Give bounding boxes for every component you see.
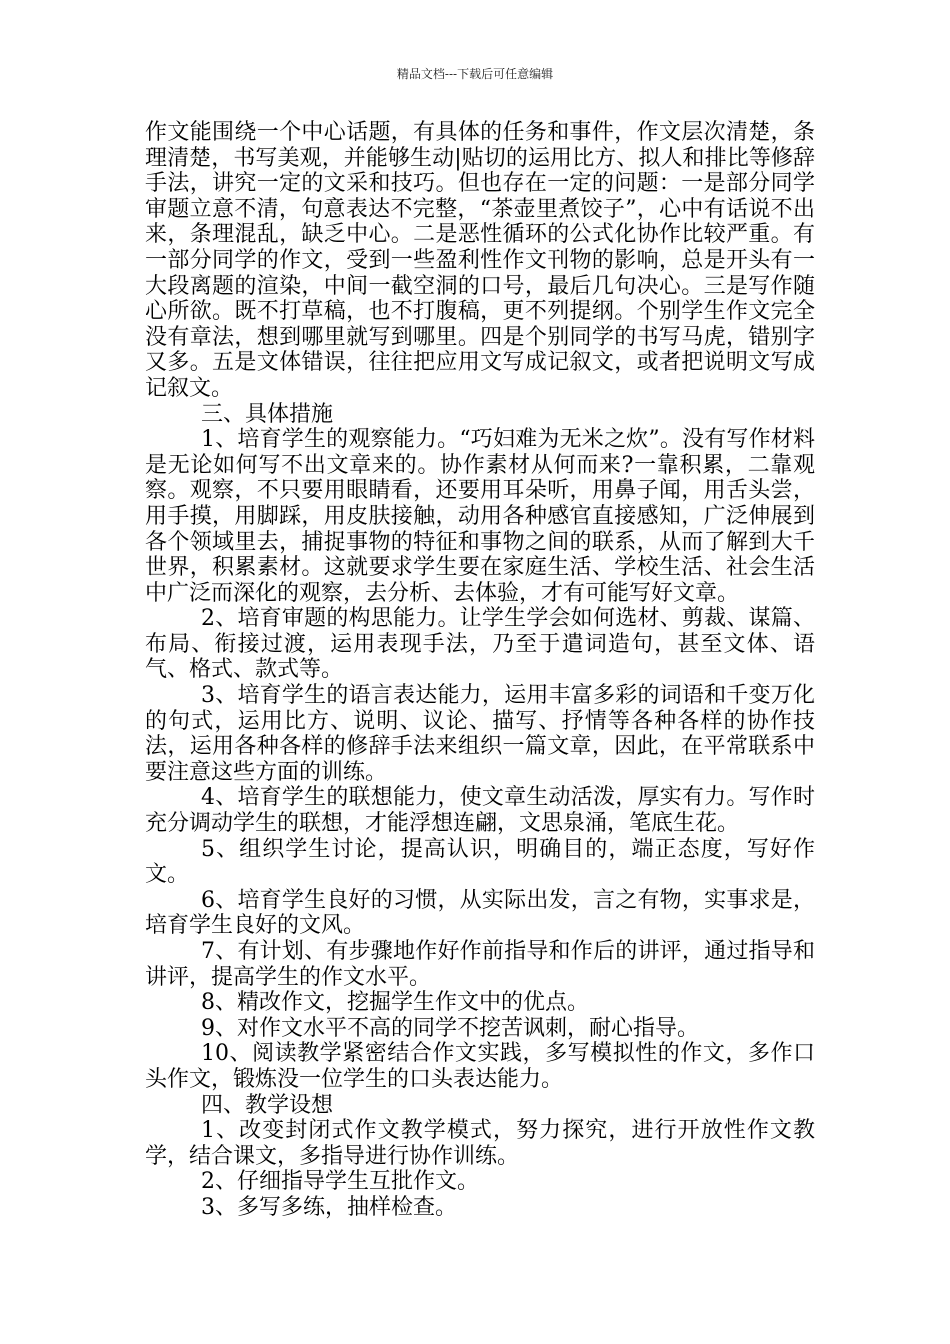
paragraph-summary: 作文能围绕一个中心话题，有具体的任务和事件，作文层次清楚，条理清楚，书写美观，并能够生动|贴切的运用比方、拟人和排比等修辞手法，讲究一定的文采和技巧。但也存在一定的问题：一是部分同学审题立意不清，句意表达不完整，“茶壶里煮饺子”，心中有话说不出来，条理混乱，缺乏中心。二是恶性循环的公式化协作比较严重。有一部分同学的作文，受到一些盈利性作文刊物的影响，总是开头有一大段离题的渲染，中间一截空洞的口号，最后几句决心。三是写作随心所欲。既不打草稿，也不打腹稿，更不列提纲。个别学生作文完全没有章法，想到哪里就写到哪里。四是个别同学的书写马虎，错别字又多。五是文体错误，往往把应用文写成记叙文，或者把说明文写成记叙文。: [145, 120, 815, 401]
paragraph-measure-7: 7、有计划、有步骤地作好作前指导和作后的讲评，通过指导和讲评，提高学生的作文水平。: [145, 939, 815, 990]
paragraph-idea-3: 3、多写多练，抽样检查。: [201, 1194, 457, 1220]
paragraph-measure-3: 3、培育学生的语言表达能力，运用丰富多彩的词语和千变万化的句式，运用比方、说明、议论、描写、抒情等各种各样的协作技法，运用各种各样的修辞手法来组织一篇文章，因此，在平常联系中要注意这些方面的训练。: [145, 683, 815, 785]
paragraph-measure-2: 2、培育审题的构思能力。让学生学会如何选材、剪裁、谋篇、布局、衔接过渡，运用表现手法，乃至于遣词造句，甚至文体、语气、格式、款式等。: [145, 606, 815, 683]
paragraph-measure-9: 9、对作文水平不高的同学不挖苦讽刺，耐心指导。: [201, 1015, 699, 1041]
paragraph-measure-4: 4、培育学生的联想能力，使文章生动活泼，厚实有力。写作时充分调动学生的联想，才能浮想连翩，文思泉涌，笔底生花。: [145, 785, 815, 837]
paragraph-idea-2: 2、仔细指导学生互批作文。: [201, 1169, 479, 1195]
paragraph-measure-6: 6、培育学生良好的习惯，从实际出发，言之有物，实事求是，培育学生良好的文风。: [145, 887, 815, 939]
section-heading-teaching-ideas: 四、教学设想: [201, 1092, 334, 1118]
document-body: [145, 120, 815, 1221]
paragraph-measure-8: 8、精改作文，挖掘学生作文中的优点。: [201, 990, 589, 1016]
paragraph-idea-1: 1、改变封闭式作文教学模式，努力探究，进行开放性作文教学，结合课文，多指导进行协作训练。: [145, 1118, 815, 1169]
page-header: 精品文档---下载后可任意编辑: [396, 67, 554, 81]
paragraph-measure-10: 10、阅读教学紧密结合作文实践，多写模拟性的作文，多作口头作文，锻炼没一位学生的口头表达能力。: [145, 1041, 815, 1092]
paragraph-measure-5: 5、组织学生讨论，提高认识，明确目的，端正态度，写好作文。: [145, 836, 815, 888]
paragraph-measure-1: 1、培育学生的观察能力。“巧妇难为无米之炊”。没有写作材料是无论如何写不出文章来的。协作素材从何而来?一靠积累，二靠观察。观察，不只要用眼睛看，还要用耳朵听，用鼻子闻，用舌头尝，用手摸，用脚踩，用皮肤接触，动用各种感官直接感知，广泛伸展到各个领域里去，捕捉事物的特征和事物之间的联系，从而了解到大千世界，积累素材。这就要求学生要在家庭生活、学校生活、社会生活中广泛而深化的观察，去分析、去体验，才有可能写好文章。: [145, 427, 815, 606]
section-heading-measures: 三、具体措施: [201, 401, 334, 427]
